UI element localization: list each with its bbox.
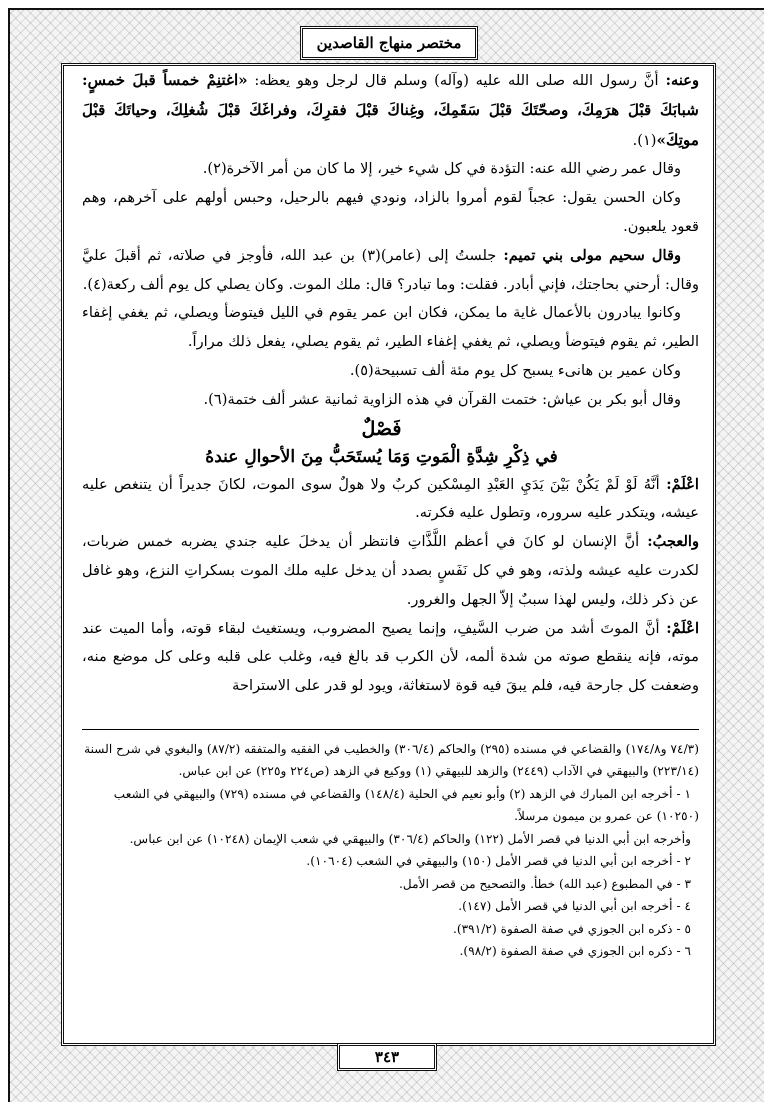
book-title: مختصر منهاج القاصدين <box>316 34 462 52</box>
paragraph-text: وكان الحسن يقول: عجباً لقوم أمروا بالزاد، ونودي فيهم بالرحيل، وحبس أولهم على آخرهم، وهم قعود يلعبون. <box>82 189 699 235</box>
footnote-continuation: (٧٤/٣ و١٧٤/٨) والقضاعي في مسنده (٢٩٥) والحاكم (٣٠٦/٤) والخطيب في الفقيه والمتفقه (٨٧/٢) والبغوي في شرح السنة (٢٢٣/١٤) والبيهقي في الآداب (٢٤٤٩) والزهد للبيهقي (١) ووكيع في الزهد (ص٢٢٤ و٢٢٥) عن ابن عباس. <box>84 741 699 779</box>
section-title: فَصْلٌ <box>361 417 402 440</box>
paragraph-5 <box>82 299 699 357</box>
paragraph-text: بن عبد الله، فأوجز في صلاته، ثم أقبلَ عليَّ وقال: أرحني بحاجتك، فإني أبادر. فقلت: وما تبادر؟ قال: ملك الموت. وكان يصلي كل يوم ألف ركعة <box>82 246 699 293</box>
paragraph-lead: وعنه: <box>658 72 700 89</box>
paragraph-text: أنَّ الموتَ أشد من ضرب السَّيفِ، وإنما يصيح المضروب، ويستغيث لبقاء قوته، وأما الميت عند موته، فإنه ينقطع صوته من شدة ألمه، لأن الكرب قد بالغ فيه، وغلب على قلبه وعلى كل موضع منه، وضعفت كل جارحة فيه، فلم يبقَ فيه قوة لاستغاثة، ويود لو قدر على الاستراحة <box>82 619 699 695</box>
main-text <box>82 66 699 701</box>
paragraph-lead: اعْلَمْ: <box>659 619 699 637</box>
footnote-item: ٢ - أخرجه ابن أبي الدنيا في قصر الأمل (١٥٠) والبيهقي في الشعب (١٠٦٠٤). <box>306 854 691 869</box>
paragraph-3 <box>82 184 699 242</box>
footnote-ref: (١). <box>632 131 657 149</box>
paragraph-4 <box>82 242 699 300</box>
paragraph-10 <box>82 615 699 701</box>
footnote-separator <box>82 729 699 730</box>
section-subtitle: في ذِكْرِ شِدَّةِ الْمَوتِ وَمَا يُستَحَبُّ مِنَ الأحوالِ عندهُ <box>205 446 558 467</box>
paragraph-text: وقال عمر رضي الله عنه: التؤدة في كل شيء خير، إلا ما كان من أمر الآخرة <box>226 160 681 178</box>
footnote-item: ٦ - ذكره ابن الجوزي في صفة الصفوة (٩٨/٢). <box>459 944 691 959</box>
paragraph-9 <box>82 528 699 614</box>
paragraph-text: وقال أبو بكر بن عياش: ختمت القرآن في هذه الزاوية ثمانية عشر ألف ختمة <box>227 390 681 408</box>
paragraph-6 <box>82 357 699 386</box>
footnote-item: وأخرجه ابن أبي الدنيا في قصر الأمل (١٢٢) والحاكم (٣٠٦/٤) والبيهقي في شعب الإيمان (١٠٢٤٨) عن ابن عباس. <box>129 831 691 846</box>
footnote-item: ١ - أخرجه ابن المبارك في الزهد (٢) وأبو نعيم في الحلية (١٤٨/٤) والقضاعي في مسنده (٧٢٩) والبيهقي في الشعب (١٠٢٥٠) عن عمرو بن ميمون مرسلاً. <box>113 786 699 824</box>
page-number-box <box>337 1043 437 1071</box>
paragraph-text: أنَّ رسول الله صلى الله عليه (وآله) وسلم قال لرجل وهو يعظه: <box>247 72 659 89</box>
footnote-item: ٤ - أخرجه ابن أبي الدنيا في قصر الأمل (١٤٧). <box>458 899 691 914</box>
footnote-ref: (٦). <box>203 390 228 408</box>
footnotes <box>82 738 699 963</box>
paragraph-1 <box>82 66 699 155</box>
footnote-item: ٥ - ذكره ابن الجوزي في صفة الصفوة (٣٩١/٢). <box>453 921 691 936</box>
page-content <box>82 66 699 1040</box>
footnote-ref: (٤). <box>82 275 107 293</box>
paragraph-7 <box>82 386 699 415</box>
running-header <box>300 26 478 60</box>
paragraph-lead: اعْلَمْ: <box>659 475 699 493</box>
footnote-ref: (٣) <box>361 246 381 264</box>
paragraph-text: أنَّهُ لَوْ لَمْ يَكُنْ بَيْنَ يَدَيِ العَبْدِ المِسْكين كربٌ ولا هولٌ سوى الموت، لكانَ جديراً أن يتنغص عليه عيشه، ويتكدر عليه سروره، وتطول عليه فكرته. <box>82 475 699 522</box>
paragraph-lead: والعجبُ: <box>639 533 699 551</box>
paragraph-text: أنَّ الإنسان لو كانَ في أعظم اللَّذَّاتِ فانتظر أن يدخلَ عليه جندي يضربه خمس ضربات، لكدرت عليه عيشه ولذته، وهو في كل نَفَسٍ بصدد أن يدخل عليه ملك الموت بسكراتِ النزع، وهو غافل عن ذكر ذلك، وليس لهذا سببٌ إلاّ الجهل والغرور. <box>82 533 699 608</box>
paragraph-8 <box>82 471 699 529</box>
paragraph-lead: وقال سحيم مولى بني تميم: <box>496 246 682 264</box>
page-number: ٣٤٣ <box>374 1048 400 1066</box>
footnote-item: ٣ - في المطبوع (عبد الله) خطأ. والتصحيح من قصر الأمل. <box>399 876 691 891</box>
paragraph-text: جلستُ إلى (عامر) <box>380 246 497 264</box>
footnote-ref: (٢). <box>202 160 227 178</box>
footnote-ref: (٥). <box>349 361 374 379</box>
hadith-quote: «اغتنِمْ خمساً قبلَ خمسٍ: شبابَكَ قبْلَ هرَمِكَ، وصحّتَكَ قبْلَ سَقَمِكَ، وغِناكَ قبْلَ فقرِكَ، وفراغَكَ قبْلَ شُغلِكَ، وحياتَكَ قبْلَ موتِكَ» <box>82 71 699 149</box>
paragraph-text: وكانوا يبادرون بالأعمال غاية ما يمكن، فكان ابن عمر يقوم في الليل فيتوضأ ويصلي، ثم يغفي إغفاء الطير، ثم يقوم فيتوضأ ويصلي، ثم يغفي إغفاء الطير، ثم يقوم يصلي، يفعل ذلك مراراً. <box>82 304 699 351</box>
paragraph-2 <box>82 155 699 184</box>
paragraph-text: وكان عمير بن هانىء يسبح كل يوم مئة ألف تسبيحة <box>373 361 681 379</box>
